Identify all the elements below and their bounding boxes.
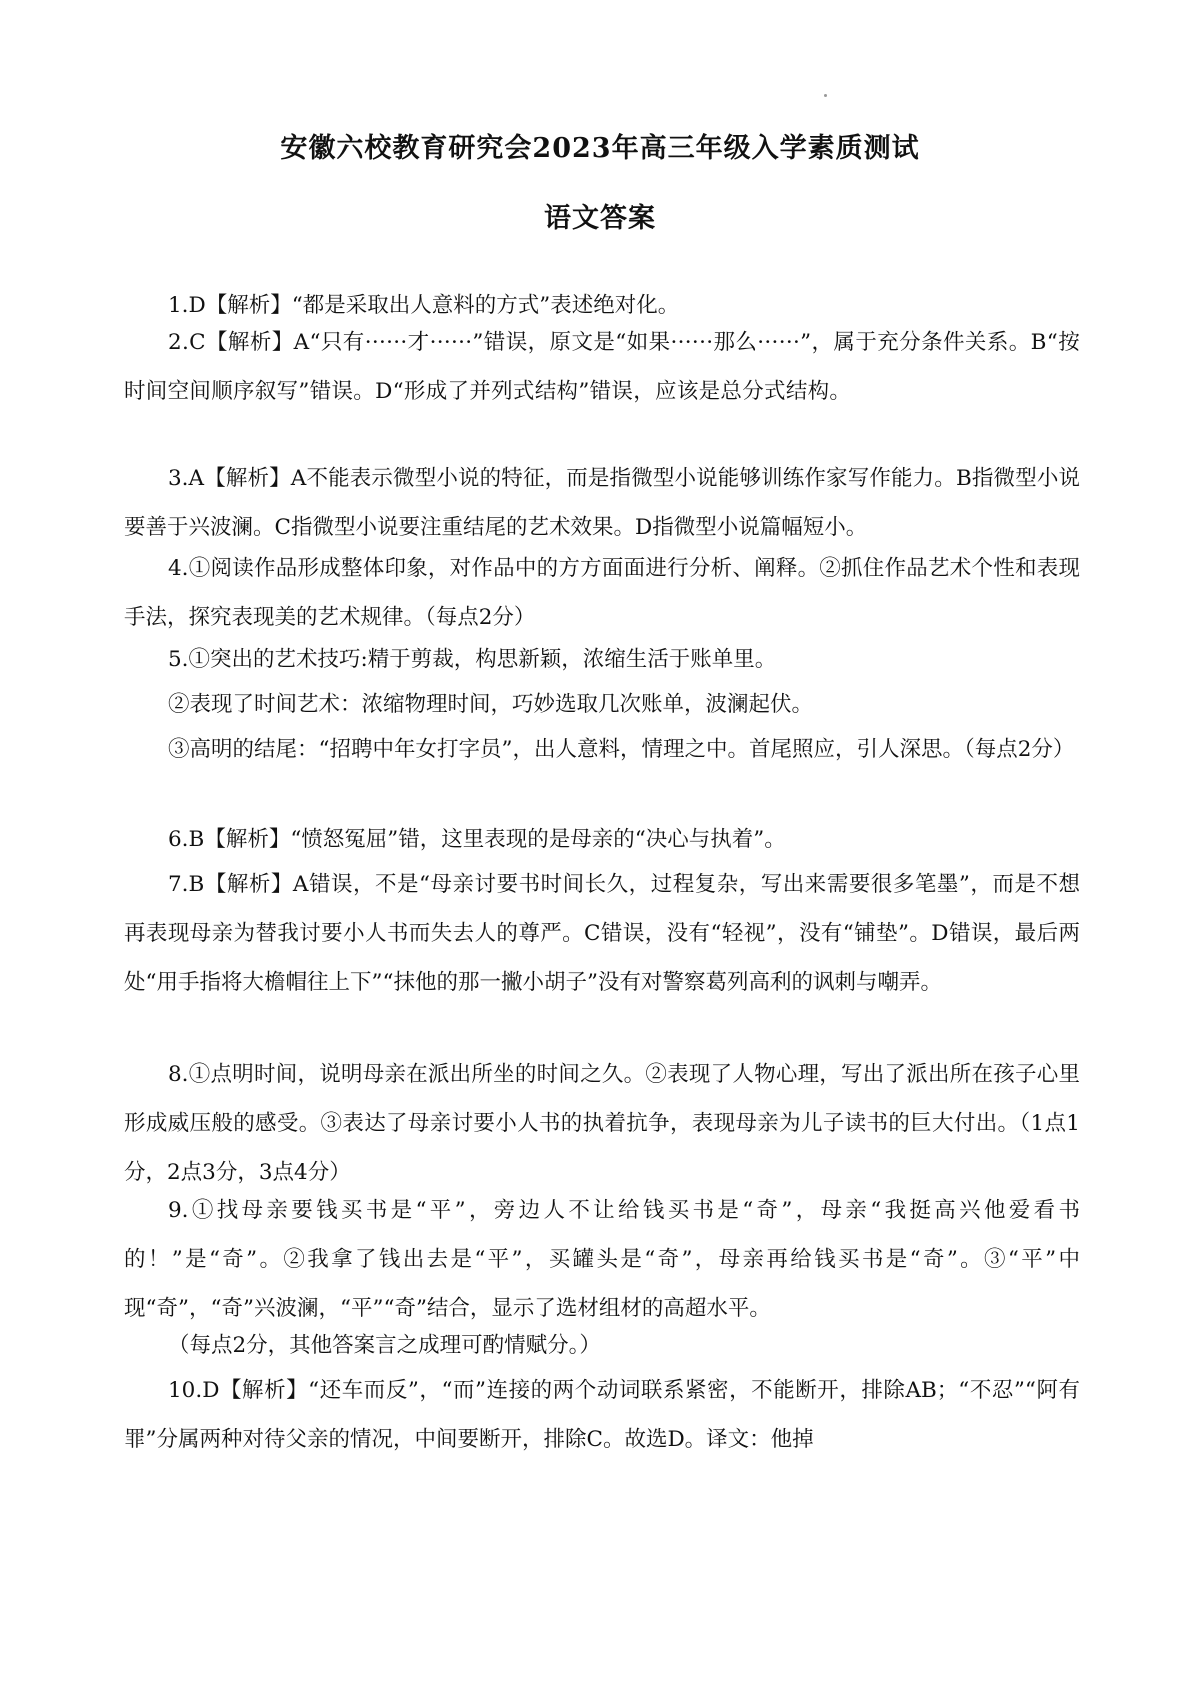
answer-3: 3.A【解析】A不能表示微型小说的特征，而是指微型小说能够训练作家写作能力。B指微型小说要善于兴波澜。C指微型小说要注重结尾的艺术效果。D指微型小说篇幅短小。 bbox=[124, 466, 1080, 540]
answer-8: 8.①点明时间，说明母亲在派出所坐的时间之久。②表现了人物心理，写出了派出所在孩子心里形成威压般的感受。③表达了母亲讨要小人书的执着抗争，表现母亲为儿子读书的巨大付出。（1点1分，2点3分，3点4分） bbox=[124, 1062, 1080, 1185]
document-subtitle: 语文答案 bbox=[544, 203, 656, 234]
answer-1: 1.D【解析】“都是采取出人意料的方式”表述绝对化。 bbox=[168, 293, 680, 318]
answer-4: 4.①阅读作品形成整体印象，对作品中的方方面面进行分析、阐释。②抓住作品艺术个性和表现手法，探究表现美的艺术规律。（每点2分） bbox=[124, 556, 1080, 630]
answer-7: 7.B【解析】A错误，不是“母亲讨要书时间长久，过程复杂，写出来需要很多笔墨”，而是不想再表现母亲为替我讨要小人书而失去人的尊严。C错误，没有“轻视”，没有“铺垫”。D错误，最后两处“用手指将大檐帽往上下”“抹他的那一撇小胡子”没有对警察葛列高利的讽刺与嘲弄。 bbox=[124, 872, 1080, 995]
answer-5-point-1: 5.①突出的艺术技巧:精于剪裁，构思新颖，浓缩生活于账单里。 bbox=[168, 647, 777, 672]
document-title: 安徽六校教育研究会2023年高三年级入学素质测试 bbox=[280, 133, 920, 164]
answer-5-point-2: ②表现了时间艺术：浓缩物理时间，巧妙选取几次账单，波澜起伏。 bbox=[168, 692, 814, 717]
answer-2: 2.C【解析】A“只有······才······”错误，原文是“如果······那么······”，属于充分条件关系。B“按时间空间顺序叙写”错误。D“形成了并列式结构”错误，应该是总分式结构。 bbox=[124, 330, 1080, 404]
answer-9-note: （每点2分，其他答案言之成理可酌情赋分。） bbox=[168, 1333, 601, 1358]
answer-6: 6.B【解析】“愤怒冤屈”错，这里表现的是母亲的“决心与执着”。 bbox=[168, 827, 786, 852]
answer-9: 9.①找母亲要钱买书是“平”，旁边人不让给钱买书是“奇”，母亲“我挺高兴他爱看书的！”是“奇”。②我拿了钱出去是“平”，买罐头是“奇”，母亲再给钱买书是“奇”。③“平”中现“奇”，“奇”兴波澜，“平”“奇”结合，显示了选材组材的高超水平。 bbox=[124, 1198, 1080, 1321]
scan-speck bbox=[824, 94, 827, 97]
answer-10: 10.D【解析】“还车而反”，“而”连接的两个动词联系紧密，不能断开，排除AB；“不忍”“阿有罪”分属两种对待父亲的情况，中间要断开，排除C。故选D。译文：他掉 bbox=[124, 1378, 1080, 1452]
answer-5-point-3: ③高明的结尾：“招聘中年女打字员”，出人意料，情理之中。首尾照应，引人深思。（每点2分） bbox=[168, 737, 1075, 762]
